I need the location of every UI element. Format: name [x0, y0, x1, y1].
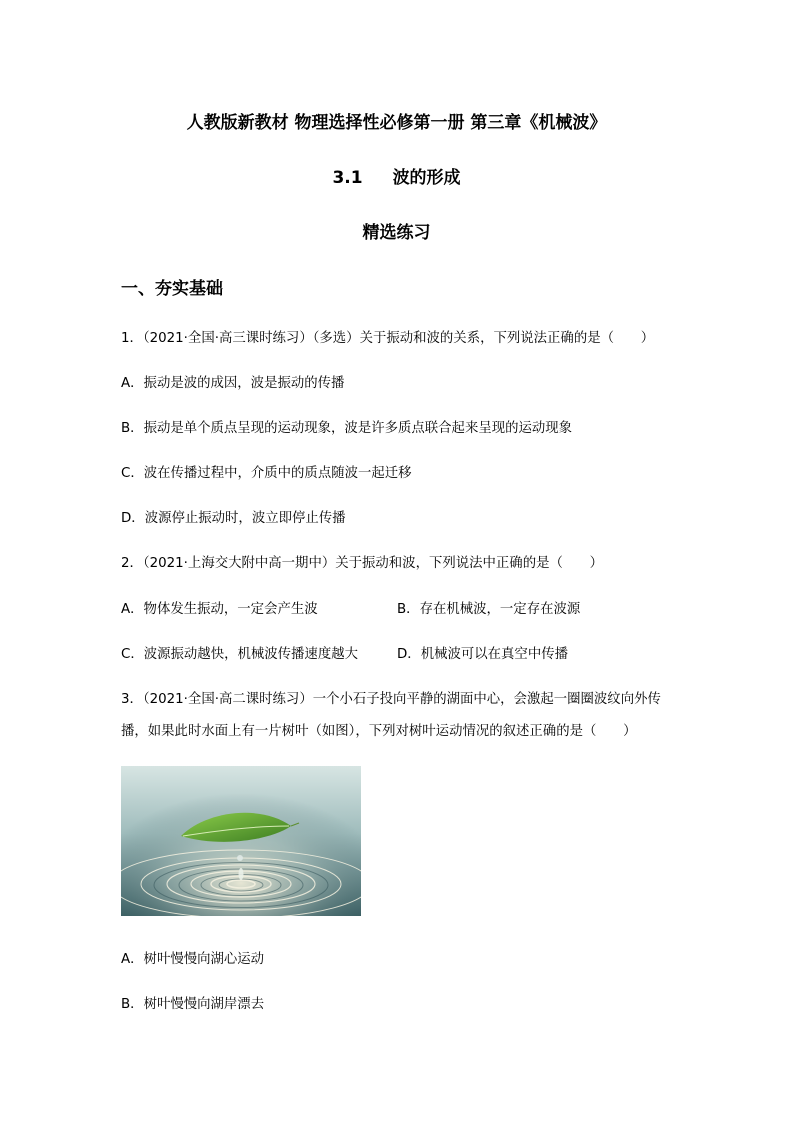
- question-1-option-a: A．振动是波的成因，波是振动的传播: [121, 376, 345, 391]
- question-2-option-c: C．波源振动越快，机械波传播速度越大: [121, 647, 358, 662]
- question-3-option-a: A．树叶慢慢向湖心运动: [121, 952, 265, 967]
- lesson-heading: [0, 163, 793, 188]
- question-3-stem-line-1: 3．（2021·全国·高二课时练习）一个小石子投向平静的湖面中心，会激起一圈圈波纹向外传: [121, 692, 661, 707]
- question-1-stem: 1．（2021·全国·高三课时练习）（多选）关于振动和波的关系，下列说法正确的是（ ）: [121, 331, 655, 346]
- question-3-option-b: B．树叶慢慢向湖岸漂去: [121, 997, 265, 1012]
- section-title: 一、夯实基础: [121, 279, 223, 299]
- question-2-option-d: D．机械波可以在真空中传播: [397, 647, 568, 662]
- question-2-stem: 2．（2021·上海交大附中高一期中）关于振动和波，下列说法中正确的是（ ）: [121, 556, 604, 571]
- question-2-option-b: B．存在机械波，一定存在波源: [397, 602, 581, 617]
- question-1-option-c: C．波在传播过程中，介质中的质点随波一起迁移: [121, 466, 412, 481]
- lesson-number: 3.1: [332, 168, 363, 188]
- question-3-stem-line-2: 播，如果此时水面上有一片树叶（如图），下列对树叶运动情况的叙述正确的是（ ）: [121, 724, 637, 739]
- document-title: 人教版新教材 物理选择性必修第一册 第三章《机械波》: [186, 113, 607, 133]
- question-2-option-a: A．物体发生振动，一定会产生波: [121, 602, 318, 617]
- leaf-on-water-photo: [121, 766, 361, 916]
- document-subtitle: 精选练习: [362, 223, 431, 243]
- lesson-title: 波的形成: [392, 168, 461, 188]
- question-1-option-d: D．波源停止振动时，波立即停止传播: [121, 511, 346, 526]
- question-1-option-b: B．振动是单个质点呈现的运动现象，波是许多质点联合起来呈现的运动现象: [121, 421, 573, 436]
